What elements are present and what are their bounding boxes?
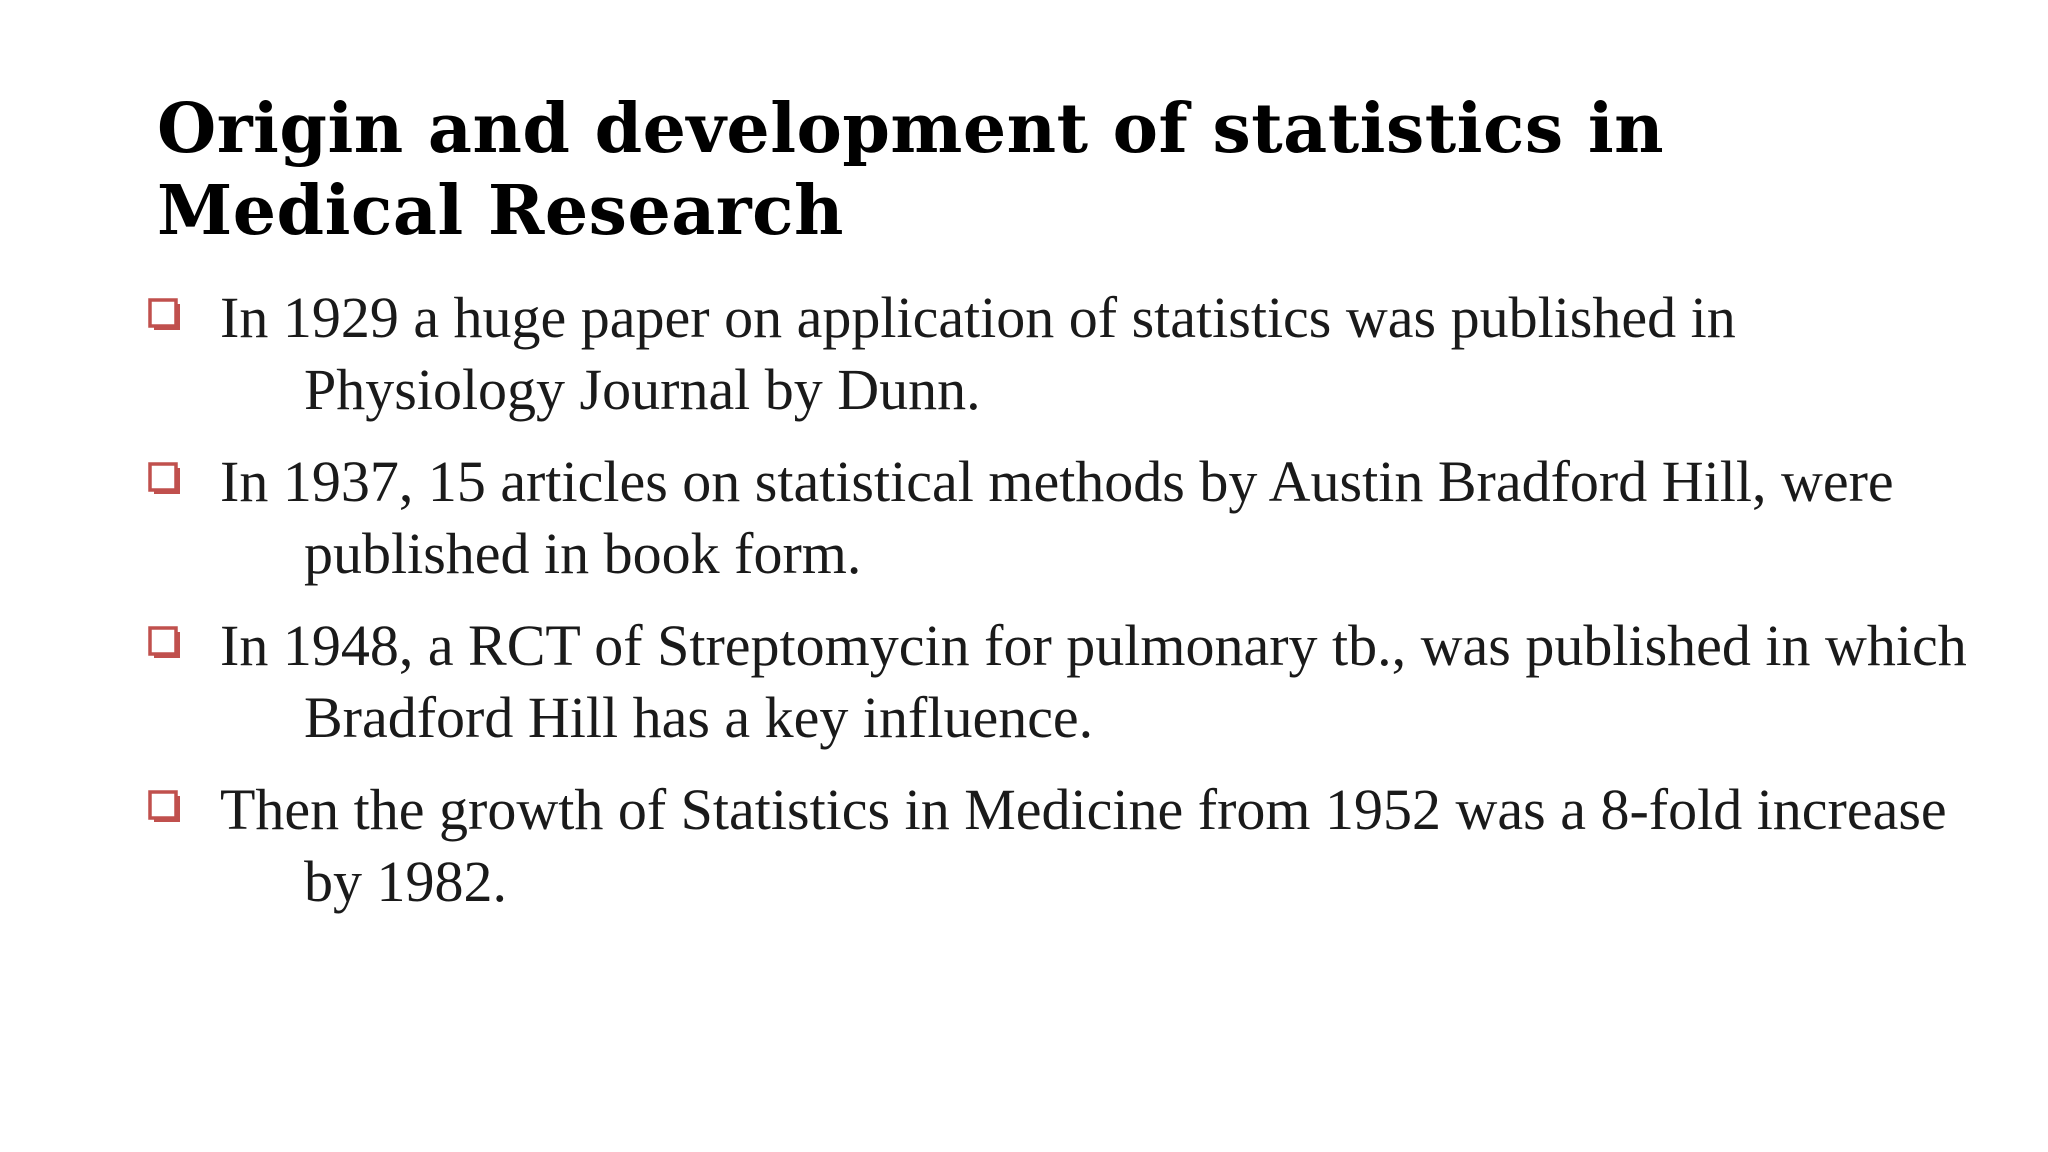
bullet-text: In 1929 a huge paper on application of statistics was published in Physiology Journal by Dunn.	[220, 285, 1736, 422]
hollow-square-bullet-icon	[148, 298, 182, 332]
bullet-text: Then the growth of Statistics in Medicine from 1952 was a 8-fold increase by 1982.	[220, 777, 1947, 914]
bullet-text: In 1948, a RCT of Streptomycin for pulmonary tb., was published in which Bradford Hill has a key influence.	[220, 613, 1967, 750]
hollow-square-bullet-icon	[148, 790, 182, 824]
bullet-item-1	[148, 282, 2008, 426]
hollow-square-bullet-icon	[148, 462, 182, 496]
hollow-square-bullet-icon	[148, 626, 182, 660]
bullet-item-2	[148, 446, 2008, 590]
bullet-text: In 1937, 15 articles on statistical methods by Austin Bradford Hill, were published in book form.	[220, 449, 1894, 586]
bullet-item-4	[148, 774, 2008, 918]
slide-title: Origin and development of statistics in Medical Research	[157, 89, 1665, 251]
bullet-list	[148, 282, 2008, 938]
bullet-item-3	[148, 610, 2008, 754]
